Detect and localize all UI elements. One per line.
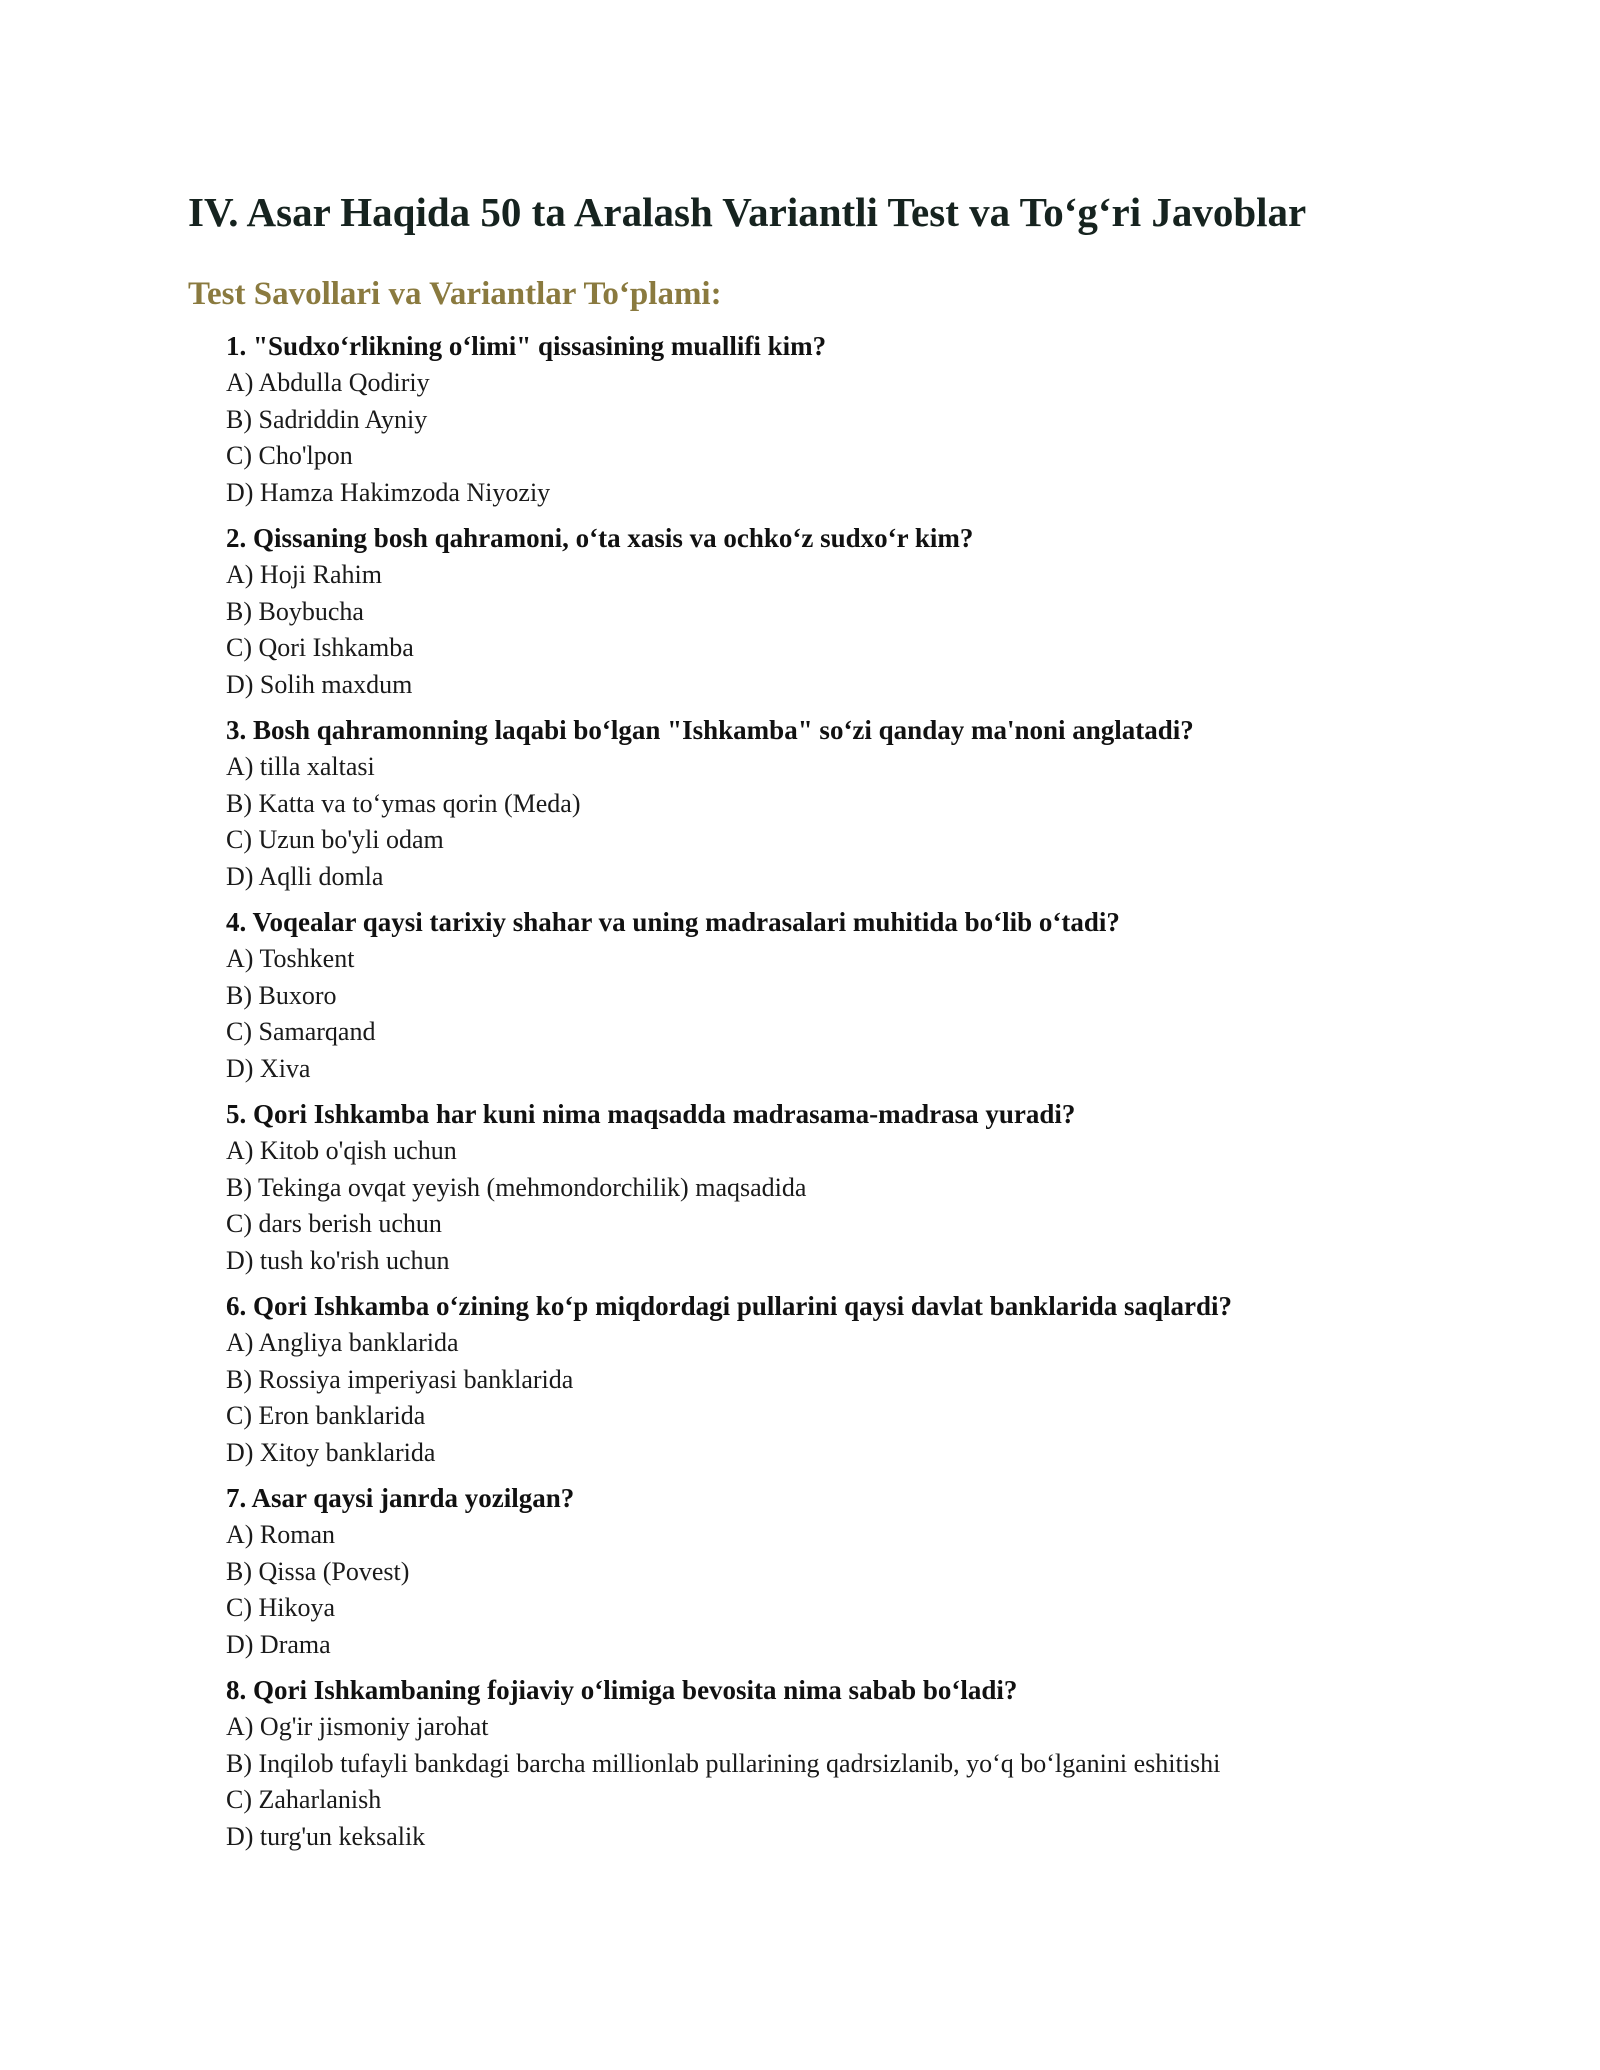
option-7-b: B) Qissa (Povest)	[226, 1556, 410, 1586]
option-list	[226, 941, 1480, 1087]
option-8-b: B) Inqilob tufayli bankdagi barcha millionlab pullarining qadrsizlanib, yo‘q bo‘lganini eshitishi	[226, 1748, 1221, 1778]
option-6-c: C) Eron banklarida	[226, 1401, 426, 1430]
document-title: IV. Asar Haqida 50 ta Aralash Variantli Test va To‘g‘ri Javoblar	[188, 189, 1307, 235]
option-list	[226, 749, 1480, 895]
option-6-d: D) Xitoy banklarida	[226, 1437, 436, 1467]
option-3-a: A) tilla xaltasi	[226, 752, 375, 781]
option-4-a: A) Toshkent	[226, 944, 355, 973]
option-6-b: B) Rossiya imperiyasi banklarida	[226, 1364, 574, 1394]
option-4-b: B) Buxoro	[226, 980, 337, 1010]
question-text-2: 2. Qissaning bosh qahramoni, o‘ta xasis va ochko‘z sudxo‘r kim?	[226, 523, 974, 553]
option-2-a: A) Hoji Rahim	[226, 560, 382, 589]
option-5-b: B) Tekinga ovqat yeyish (mehmondorchilik) maqsadida	[226, 1172, 807, 1202]
option-2-d: D) Solih maxdum	[226, 669, 413, 699]
option-4-c: C) Samarqand	[226, 1017, 376, 1046]
option-1-d: D) Hamza Hakimzoda Niyoziy	[226, 477, 551, 507]
question-text-7: 7. Asar qaysi janrda yozilgan?	[226, 1483, 575, 1513]
option-3-c: C) Uzun bo'yli odam	[226, 825, 444, 854]
option-list	[226, 1133, 1480, 1279]
question-item-3	[226, 712, 1480, 895]
question-item-4	[226, 904, 1480, 1087]
option-7-a: A) Roman	[226, 1520, 336, 1549]
option-4-d: D) Xiva	[226, 1053, 311, 1083]
section-title: Test Savollari va Variantlar To‘plami:	[188, 276, 722, 312]
question-item-5	[226, 1096, 1480, 1279]
question-item-8	[226, 1672, 1480, 1855]
question-text-6: 6. Qori Ishkamba o‘zining ko‘p miqdordagi pullarini qaysi davlat banklarida saqlardi?	[226, 1291, 1233, 1321]
option-8-c: C) Zaharlanish	[226, 1785, 382, 1814]
option-5-a: A) Kitob o'qish uchun	[226, 1136, 457, 1165]
option-list	[226, 1325, 1480, 1471]
option-list	[226, 365, 1480, 511]
option-5-d: D) tush ko'rish uchun	[226, 1245, 450, 1275]
question-item-6	[226, 1288, 1480, 1471]
option-6-a: A) Angliya banklarida	[226, 1328, 459, 1357]
question-text-8: 8. Qori Ishkambaning fojiaviy o‘limiga bevosita nima sabab bo‘ladi?	[226, 1675, 1018, 1705]
question-list	[188, 328, 1480, 1855]
question-text-4: 4. Voqealar qaysi tarixiy shahar va uning madrasalari muhitida bo‘lib o‘tadi?	[226, 907, 1120, 937]
option-3-b: B) Katta va to‘ymas qorin (Meda)	[226, 788, 581, 818]
option-list	[226, 557, 1480, 703]
option-8-d: D) turg'un keksalik	[226, 1821, 426, 1851]
option-1-a: A) Abdulla Qodiriy	[226, 368, 430, 397]
option-2-b: B) Boybucha	[226, 596, 364, 626]
option-5-c: C) dars berish uchun	[226, 1209, 442, 1238]
option-1-b: B) Sadriddin Ayniy	[226, 404, 428, 434]
question-item-7	[226, 1480, 1480, 1663]
question-text-3: 3. Bosh qahramonning laqabi bo‘lgan "Ishkamba" so‘zi qanday ma'noni anglatadi?	[226, 715, 1194, 745]
option-7-d: D) Drama	[226, 1629, 331, 1659]
option-list	[226, 1709, 1480, 1855]
question-item-2	[226, 520, 1480, 703]
question-text-5: 5. Qori Ishkamba har kuni nima maqsadda madrasama-madrasa yuradi?	[226, 1099, 1076, 1129]
question-item-1	[226, 328, 1480, 511]
option-2-c: C) Qori Ishkamba	[226, 633, 414, 662]
question-text-1: 1. "Sudxo‘rlikning o‘limi" qissasining muallifi kim?	[226, 331, 827, 361]
option-list	[226, 1517, 1480, 1663]
option-8-a: A) Og'ir jismoniy jarohat	[226, 1712, 489, 1741]
option-3-d: D) Aqlli domla	[226, 861, 384, 891]
option-7-c: C) Hikoya	[226, 1593, 336, 1622]
option-1-c: C) Cho'lpon	[226, 441, 353, 470]
